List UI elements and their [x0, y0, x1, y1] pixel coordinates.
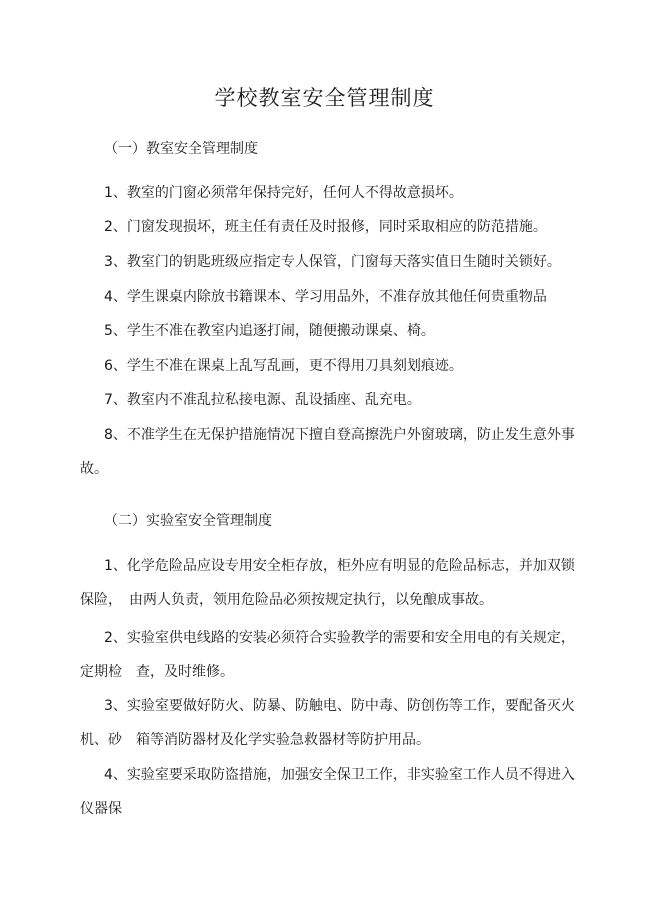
lab-rule-1: 1、化学危险品应设专用安全柜存放，柜外应有明显的危险品标志，并加双锁保险， 由两人负责，领用危险品必须按规定执行，以免酿成事故。: [80, 558, 575, 608]
classroom-rule-6: 6、学生不准在课桌上乱写乱画，更不得用刀具刻划痕迹。: [104, 358, 463, 374]
classroom-rule-5: 5、学生不准在教室内追逐打闹，随便搬动课桌、椅。: [104, 323, 435, 339]
document-title: 学校教室安全管理制度: [214, 86, 435, 110]
lab-rule-2: 2、实验室供电线路的安装必须符合实验教学的需要和安全用电的有关规定，定期检 查，及时维修。: [80, 630, 575, 680]
classroom-rule-7: 7、教室内不准乱拉私接电源、乱设插座、乱充电。: [104, 392, 421, 408]
section-heading-classroom: （一）教室安全管理制度: [104, 141, 258, 157]
classroom-rule-1: 1、教室的门窗必须常年保持完好，任何人不得故意损坏。: [104, 185, 463, 201]
lab-rule-3: 3、实验室要做好防火、防暴、防触电、防中毒、防创伤等工作，要配备灭火机、砂 箱等消防器材及化学实验急救器材等防护用品。: [80, 698, 575, 748]
classroom-rule-2: 2、门窗发现损坏，班主任有责任及时报修，同时采取相应的防范措施。: [104, 219, 547, 235]
classroom-rule-8: 8、不准学生在无保护措施情况下擅自登高擦洗户外窗玻璃，防止发生意外事故。: [80, 427, 575, 477]
classroom-rule-3: 3、教室门的钥匙班级应指定专人保管，门窗每天落实值日生随时关锁好。: [104, 254, 561, 270]
classroom-rule-4: 4、学生课桌内除放书籍课本、学习用品外，不准存放其他任何贵重物品: [104, 289, 547, 305]
section-heading-laboratory: （二）实验室安全管理制度: [104, 513, 272, 529]
lab-rule-4: 4、实验室要采取防盗措施，加强安全保卫工作，非实验室工作人员不得进入仪器保: [80, 767, 575, 817]
